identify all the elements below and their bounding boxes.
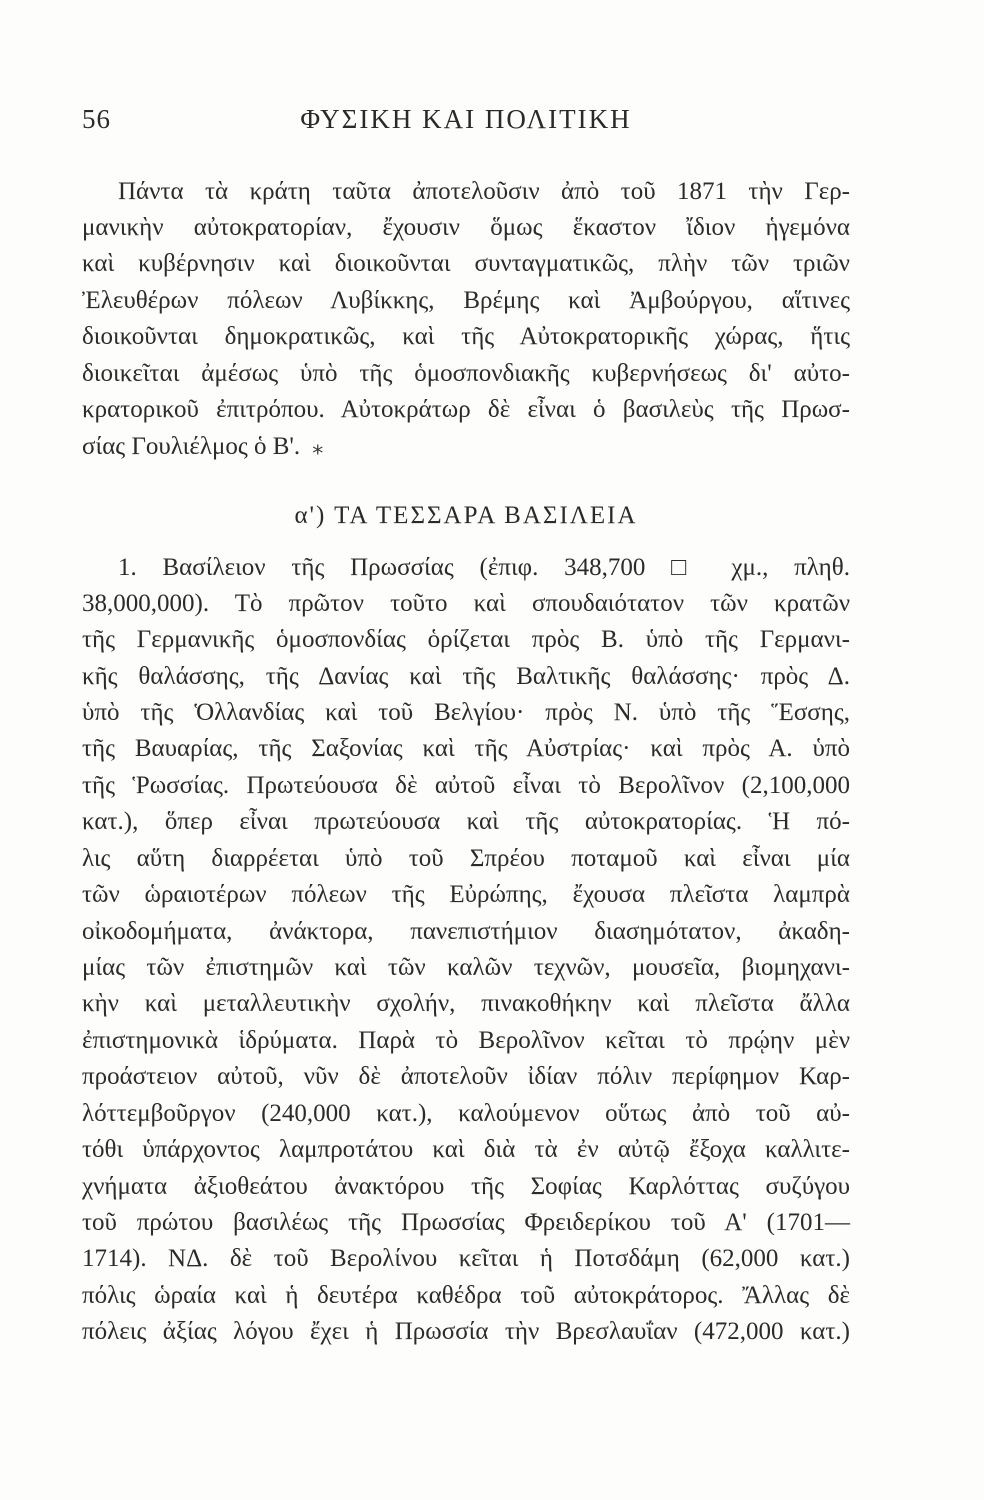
text-line: μανικὴν αὐτοκρατορίαν, ἔχουσιν ὅμως ἕκαστον ἴδιον ἡγεμόνα <box>82 214 850 241</box>
text-line: Πάντα τὰ κράτη ταῦτα ἀποτελοῦσιν ἀπὸ τοῦ 1871 τὴν Γερ- <box>118 178 850 205</box>
text-line: καὶ κυβέρνησιν καὶ διοικοῦνται συνταγματικῶς, πλὴν τῶν τριῶν <box>82 250 850 277</box>
text-line: κρατορικοῦ ἐπιτρόπου. Αὐτοκράτωρ δὲ εἶναι ὁ βασιλεὺς τῆς Πρωσ- <box>82 396 850 423</box>
text-line: πόλεις ἀξίας λόγου ἔχει ἡ Πρωσσία τὴν Βρεσλαυΐαν (472,000 κατ.) <box>82 1318 850 1345</box>
text-line: τῆς Βαυαρίας, τῆς Σαξονίας καὶ τῆς Αὐστρίας· καὶ πρὸς Α. ὑπὸ <box>82 735 850 762</box>
text-line: λόττεμβοῦργον (240,000 κατ.), καλούμενον οὕτως ἀπὸ τοῦ αὐ- <box>82 1100 850 1127</box>
text-line: οἰκοδομήματα, ἀνάκτορα, πανεπιστήμιον διασημότατον, ἀκαδη- <box>82 918 850 945</box>
text-line: τῆς Ῥωσσίας. Πρωτεύουσα δὲ αὐτοῦ εἶναι τὸ Βερολῖνον (2,100,000 <box>82 772 850 799</box>
section-heading: α') ΤΑ ΤΕΣΣΑΡΑ ΒΑΣΙΛΕΙΑ <box>294 502 638 529</box>
handwritten-mark-icon: ⁎ <box>312 434 324 459</box>
text-line-last <box>82 431 850 471</box>
text-line: Ἐλευθέρων πόλεων Λυβίκκης, Βρέμης καὶ Ἀμβούργου, αἵτινες <box>82 287 850 314</box>
text-line: 38,000,000). Τὸ πρῶτον τοῦτο καὶ σπουδαιότατον τῶν κρατῶν <box>82 590 850 617</box>
text-line: τοῦ πρώτου βασιλέως τῆς Πρωσσίας Φρειδερίκου τοῦ Α' (1701— <box>82 1209 850 1236</box>
text-line: μίας τῶν ἐπιστημῶν καὶ τῶν καλῶν τεχνῶν, μουσεῖα, βιομηχανι- <box>82 954 850 981</box>
text-line: λις αὕτη διαρρέεται ὑπὸ τοῦ Σπρέου ποταμοῦ καὶ εἶναι μία <box>82 845 850 872</box>
text-line: 1. Βασίλειον τῆς Πρωσσίας (ἐπιφ. 348,700 □ χμ., πληθ. <box>118 554 850 581</box>
text-line: χνήματα ἀξιοθεάτου ἀνακτόρου τῆς Σοφίας Καρλόττας συζύγου <box>82 1173 850 1200</box>
text-line: κῆς θαλάσσης, τῆς Δανίας καὶ τῆς Βαλτικῆς θαλάσσης· πρὸς Δ. <box>82 663 850 690</box>
text-line: διοικοῦνται δημοκρατικῶς, καὶ τῆς Αὐτοκρατορικῆς χώρας, ἥτις <box>82 323 850 350</box>
text-line: κὴν καὶ μεταλλευτικὴν σχολήν, πινακοθήκην καὶ πλεῖστα ἄλλα <box>82 990 850 1017</box>
text-line-content: σίας Γουλιέλμος ὁ Β'. <box>82 433 301 460</box>
text-line: κατ.), ὅπερ εἶναι πρωτεύουσα καὶ τῆς αὐτοκρατορίας. Ἡ πό- <box>82 808 850 835</box>
text-line: πόλις ὡραία καὶ ἡ δευτέρα καθέδρα τοῦ αὐτοκράτορος. Ἄλλας δὲ <box>82 1282 850 1309</box>
text-line: τῶν ὡραιοτέρων πόλεων τῆς Εὐρώπης, ἔχουσα πλεῖστα λαμπρὰ <box>82 881 850 908</box>
page-number: 56 <box>82 104 111 134</box>
text-line: τόθι ὑπάρχοντος λαμπροτάτου καὶ διὰ τὰ ἐν αὐτῷ ἔξοχα καλλιτε- <box>82 1136 850 1163</box>
text-line: τῆς Γερμανικῆς ὁμοσπονδίας ὁρίζεται πρὸς Β. ὑπὸ τῆς Γερμανι- <box>82 626 850 653</box>
page-header <box>82 104 850 144</box>
text-line: ἐπιστημονικὰ ἱδρύματα. Παρὰ τὸ Βερολῖνον κεῖται τὸ πρῴην μὲν <box>82 1027 850 1054</box>
text-line: προάστειον αὐτοῦ, νῦν δὲ ἀποτελοῦν ἰδίαν πόλιν περίφημον Καρ- <box>82 1063 850 1090</box>
text-line: 1714). ΝΔ. δὲ τοῦ Βερολίνου κεῖται ἡ Ποτσδάμη (62,000 κατ.) <box>82 1245 850 1272</box>
text-line: ὑπὸ τῆς Ὁλλανδίας καὶ τοῦ Βελγίου· πρὸς Ν. ὑπὸ τῆς Ἕσσης, <box>82 699 850 726</box>
text-line: διοικεῖται ἀμέσως ὑπὸ τῆς ὁμοσπονδιακῆς κυβερνήσεως δι' αὐτο- <box>82 360 850 387</box>
running-title: ΦΥΣΙΚΗ ΚΑΙ ΠΟΛΙΤΙΚΗ <box>300 104 632 134</box>
